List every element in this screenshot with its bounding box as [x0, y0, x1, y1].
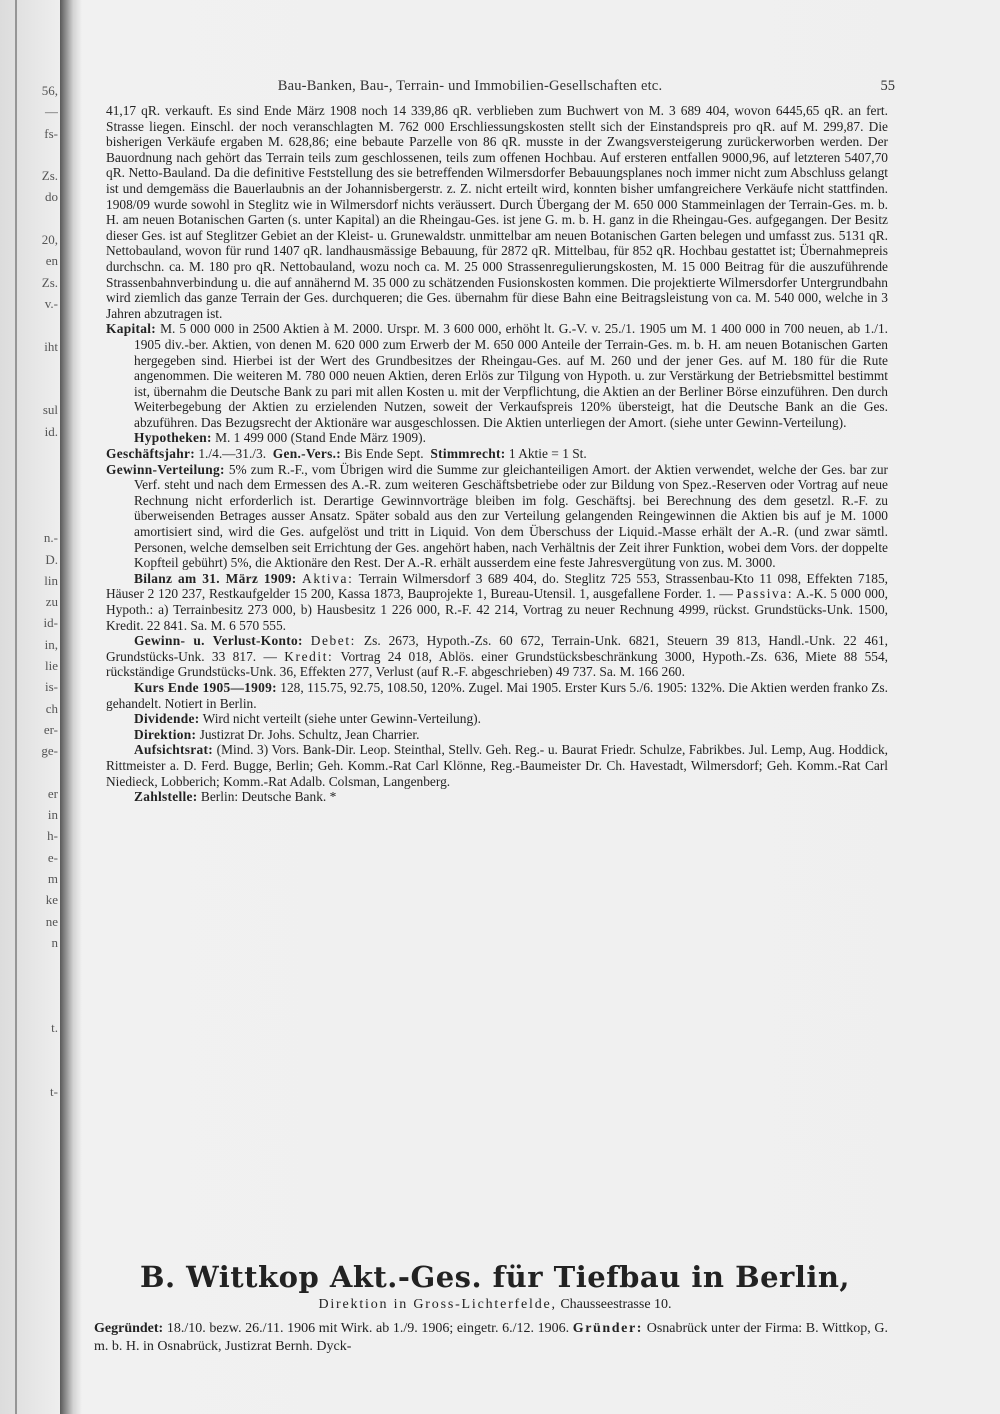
margin-fragment: iht — [44, 338, 58, 354]
direktion-paragraph — [106, 727, 888, 743]
company-address — [90, 1297, 900, 1313]
margin-fragment: h- — [47, 828, 58, 844]
kapital-text: M. 5 000 000 in 2500 Aktien à M. 2000. Urspr. M. 3 600 000, erhöht lt. G.-V. v. 25./1. 1905 um M. 1 400 000 in 700 neuen, ab 1./1. 1905 div.-ber. Aktien, von denen M. 620 000 zum Erwerb der M. 650 000 Anteile der Terrain-Ges. m. b. H. am neuen Botanischen Garten hergegeben sind. Hierbei ist der Wert des Grundbesitzes der Rheingau-Ges. auf M. 260 und der jener Ges. auf M. 180 für die Rute angenommen. Die weiteren M. 780 000 neuen Aktien, deren Erlös zur Tilgung von Hypoth. u. zur Verstärkung der Betriebsmittel bestimmt ist, übernahm die Deutsche Bank zu pari mit allen Kosten u. mit der Verpflichtung, die Aktien an der Berliner Börse einzuführen. Den durch Weiterbegebung der Aktien zu erzielenden Nutzen, soweit der Verkaufspreis 120% übersteigt, hat die Deutsche Bank an die Ges. abzuführen. Das Bezugsrecht der Aktionäre war ausgeschlossen. Die Aktien unterliegen der Amort. (siehe unter Gewinn-Verteilung). — [134, 321, 888, 430]
genvers-label: Gen.-Vers.: — [272, 446, 342, 462]
guv-paragraph — [106, 633, 888, 680]
margin-fragment — [0, 314, 58, 335]
margin-fragment: t. — [51, 1020, 58, 1036]
gruender-label: Gründer: — [572, 1321, 644, 1336]
margin-fragment: ch — [45, 700, 58, 716]
kapital-label: Kapital: — [106, 321, 157, 337]
guv-debet: Zs. 2673, Hypoth.-Zs. 60 672, Terrain-Unk. 6821, Steuern 39 813, Handl.-Unk. 22 461, Grundstücks-Unk. 33 817. — — [106, 633, 888, 664]
margin-fragment — [0, 485, 58, 506]
gewinn-paragraph — [106, 462, 888, 571]
margin-fragment — [0, 144, 58, 165]
margin-fragment: er- — [43, 721, 58, 737]
geschaeftsjahr-label: Geschäftsjahr: — [106, 446, 195, 462]
hypotheken-paragraph — [106, 430, 888, 446]
margin-fragment: ge- — [41, 743, 58, 759]
margin-fragment — [0, 1038, 58, 1059]
gewinn-label: Gewinn-Verteilung: — [106, 461, 225, 477]
zahlstelle-paragraph — [106, 789, 888, 805]
margin-fragment: id- — [43, 615, 58, 631]
margin-fragment — [0, 506, 58, 527]
dividende-text: Wird nicht verteilt (siehe unter Gewinn-Verteilung). — [202, 711, 481, 727]
margin-fragment: is- — [45, 679, 58, 695]
gegruendet-text: 18./10. bezw. 26./11. 1906 mit Wirk. ab 1./9. 1906; eingetr. 6./12. 1906. — [166, 1321, 570, 1336]
margin-fragment — [0, 378, 58, 399]
stimmrecht-label: Stimmrecht: — [430, 446, 506, 462]
zahlstelle-label: Zahlstelle: — [134, 789, 198, 805]
company-direktion: Direktion in Gross-Lichterfelde, — [318, 1297, 557, 1312]
genvers-text: Bis Ende Sept. — [344, 446, 424, 462]
hypotheken-label: Hypotheken: — [134, 430, 212, 446]
bilanz-label: Bilanz am 31. März 1909: — [134, 570, 297, 586]
hypotheken-text: M. 1 499 000 (Stand Ende März 1909). — [215, 430, 426, 446]
dividende-paragraph — [106, 711, 888, 727]
margin-fragment: t- — [50, 1083, 58, 1099]
stimmrecht-text: 1 Aktie = 1 St. — [508, 446, 587, 462]
margin-fragment — [0, 996, 58, 1017]
margin-fragment: in, — [44, 636, 58, 652]
margin-fragment — [0, 357, 58, 378]
margin-fragment — [0, 974, 58, 995]
margin-fragment: m — [47, 870, 58, 886]
gruender-text: Osnabrück unter der Firma: B. Wittkop, G. m. b. H. in Osnabrück, Justizrat Bernh. Dyck- — [94, 1321, 889, 1354]
dividende-label: Dividende: — [134, 711, 200, 727]
margin-fragment: id. — [44, 423, 58, 439]
founded-paragraph — [94, 1320, 888, 1356]
main-text — [106, 103, 888, 805]
geschaeftsjahr-paragraph — [106, 446, 888, 462]
previous-page-margin — [0, 80, 58, 1102]
margin-fragment: zu — [45, 594, 58, 610]
margin-fragment: — — [45, 104, 58, 120]
margin-fragment: sul — [42, 402, 58, 418]
gewinn-text: 5% zum R.-F., vom Übrigen wird die Summe zur gleichanteiligen Amort. der Aktien verwendet, welche der Ges. bar zur Verf. steht und nach dem Ermessen des A.-R. zum weiteren Geschäftsbetriebe oder zur Bildung von Spez.-Reserven oder Vortrag auf neue Rechnung nicht erforderlich ist. Derartige Gewinnvorträge bleiben im folg. Geschäftsj. bei Berechnung des dem gesetzl. R.-F. zu überweisenden Betrages ausser Ansatz. Später sobald aus den zur Verteilung gelangenden Reingewinnen die Aktien bis auf je M. 1000 amortisiert sind, wird die Ges. aufgelöst und tritt in Liquid. Von dem Überschuss der Liquid.-Masse erhält der A.-R. (und zwar sämtl. Personen, welche demselben seit Errichtung der Ges. angehört haben, nach Verhältnis der Zeit ihrer Funktion, wobei dem Vors. der doppelte Kopfteil gebührt) 5%, die Aktionäre den Rest. Der A.-R. erhält ausserdem eine feste Jahresvergütung von zus. M. 3000. — [134, 461, 888, 571]
bilanz-aktiva-label: Aktiva: — [302, 570, 354, 586]
bilanz-passiva: A.-K. 5 000 000, Hypoth.: a) Terrainbesitz 273 000, b) Hausbesitz 1 226 000, R.-F. 42 214, Vortrag zu neuer Rechnung 4999, rückst. Grundstücks-Unk. 1500, Kredit. 22 841. Sa. M. 6 570 555. — [106, 586, 889, 633]
guv-debet-label: Debet: — [310, 633, 356, 649]
binding-shadow — [60, 0, 82, 1414]
guv-kredit-label: Kredit: — [284, 648, 334, 664]
margin-fragment — [0, 463, 58, 484]
margin-fragment: Zs. — [41, 274, 58, 290]
margin-fragment — [0, 762, 58, 783]
page-number: 55 — [880, 78, 895, 94]
guv-kredit: Vortrag 24 018, Ablös. einer Grundstücksbeschränkung 3000, Hypoth.-Zs. 636, Miete 88 554, rückständige Grundstücks-Unk. 36, Effekten 277, Verlust (auf R.-F. abgeschrieben) 49 737. Sa. M. 166 260. — [106, 648, 889, 680]
geschaeftsjahr-text: 1./4.—31./3. — [198, 446, 267, 462]
margin-fragment: D. — [45, 551, 58, 567]
margin-fragment: in — [47, 807, 58, 823]
margin-fragment — [0, 208, 58, 229]
kapital-paragraph — [106, 321, 888, 430]
aufsichtsrat-paragraph — [106, 742, 888, 789]
margin-fragment — [0, 953, 58, 974]
kurs-label: Kurs Ende 1905—1909: — [134, 679, 277, 695]
margin-fragment: v.- — [44, 295, 58, 311]
gegruendet-label: Gegründet: — [94, 1321, 164, 1336]
bilanz-paragraph — [106, 571, 888, 633]
aufsichtsrat-text: (Mind. 3) Vors. Bank-Dir. Leop. Steinthal, Stellv. Geh. Reg.- u. Baurat Friedr. Schulze, Fabrikbes. Jul. Lemp, Aug. Hoddick, Rittmeister a. D. Ferd. Bugge, Berlin; Geh. Komm.-Rat Carl Klönne, Reg.-Baumeister Dr. Ch. Havestadt, Wilmersdorf; Geh. Komm.-Rat Carl Niedieck, Lobberich; Komm.-Rat Adalb. Colsman, Langenberg. — [106, 742, 888, 789]
margin-fragment: n — [51, 934, 58, 950]
margin-fragment: Zs. — [41, 168, 58, 184]
margin-fragment: fs- — [44, 125, 58, 141]
margin-fragment: ne — [45, 913, 58, 929]
running-header — [105, 78, 895, 100]
intro-paragraph: 41,17 qR. verkauft. Es sind Ende März 1908 noch 14 339,86 qR. verblieben zum Buchwert von M. 3 689 404, wovon 6445,65 qR. an fert. Strasse liegen. Einschl. der noch veranschlagten M. 762 000 Erschliessungskosten stellt sich der Einstandspreis pro qR. auf M. 299,87. Die bisherigen Verkäufe ergaben M. 628,86; eine bebaute Parzelle von 86 qR. musste in der Zwangsversteigerung zurückerworben werden. Der Bauordnung nach gehört das Terrain teils zum geschlossenen, teils zum offenen Hochbau. Auf ersteren entfallen 9000,96, auf letzteren 5407,70 qR. Netto-Bauland. Da die definitive Feststellung des sie betreffenden Wilmersdorfer Bebauungsplanes noch immer nicht zum Abschluss gelangt ist und demgemäss die Bauerlaubnis an der Johannisbergerstr. z. Z. nicht erteilt wird, konnten bisher umfangreichere Verkäufe nicht stattfinden. 1908/09 wurde sowohl in Steglitz wie in Wilmersdorf nichts veräussert. Durch Übergang der M. 650 000 Stammeinlagen der Terrain-Ges. m. b. H. am neuen Botanischen Garten (s. unter Kapital) an die Rheingau-Ges. ist jene G. m. b. H. ganz in die Rheingau-Ges. aufgegangen. Der Besitz dieser Ges. ist auf Steglitzer Gebiet an der Kleist- u. Grunewaldstr. unmittelbar am neuen Botanischen Garten belegen und umfasst zus. 5131 qR. Nettobauland, wovon für rund 1407 qR. landhausmässige Bebauung, für 2872 qR. Mittelbau, für 852 qR. Hochbau gestattet ist; Übernahmepreis durchschn. ca. M. 180 pro qR. Nettobauland, wozu noch ca. M. 25 000 Strassenregulierungskosten, M. 15 000 Beitrag für die auszuführende Strassenbahnverbindung u. die auf annähernd M. 35 000 zu schätzenden Fusionskosten kommen. Die projektierte Wilmersdorfer Untergrundbahn wird ziemlich das ganze Terrain der Ges. durchqueren; die Ges. übernahm für diese Bahn eine Beitragsleistung von ca. M. 540 000, welche in 3 Jahren abzutragen ist. — [106, 103, 888, 321]
margin-fragment: er — [47, 785, 58, 801]
margin-fragment: en — [45, 253, 58, 269]
margin-fragment: 56, — [41, 83, 58, 98]
margin-fragment: lie — [45, 658, 58, 674]
header-title: Bau-Banken, Bau-, Terrain- und Immobilien-Gesellschaften etc. — [277, 78, 663, 94]
bilanz-aktiva: Terrain Wilmersdorf 3 689 404, do. Steglitz 725 553, Strassenbau-Kto 11 098, Effekten 7185, Häuser 2 120 237, Restkaufgelder 15 200, Kassa 1873, Bauprojekte 1, Bureau-Utensil. 1, ausgefallene Forder. 1. — — [106, 570, 889, 602]
margin-fragment: ke — [45, 892, 58, 908]
kurs-paragraph — [106, 680, 888, 711]
zahlstelle-text: Berlin: Deutsche Bank. * — [200, 789, 337, 805]
bilanz-passiva-label: Passiva: — [736, 586, 794, 602]
direktion-text: Justizrat Dr. Johs. Schultz, Jean Charrier. — [199, 726, 420, 742]
aufsichtsrat-label: Aufsichtsrat: — [134, 742, 214, 758]
margin-fragment — [0, 442, 58, 463]
company-street: Chausseestrasse 10. — [560, 1297, 672, 1312]
margin-fragment: n.- — [43, 530, 58, 546]
company-heading: B. Wittkop Akt.-Ges. für Tiefbau in Berlin, — [139, 1260, 851, 1294]
margin-fragment: 20, — [41, 232, 58, 248]
margin-fragment — [0, 1060, 58, 1081]
direktion-label: Direktion: — [134, 726, 197, 742]
margin-fragment: e- — [47, 849, 58, 865]
guv-label: Gewinn- u. Verlust-Konto: — [134, 633, 303, 649]
kurs-text: 128, 115.75, 92.75, 108.50, 120%. Zugel. Mai 1905. Erster Kurs 5./6. 1905: 132%. Die Aktien werden franko Zs. gehandelt. Notiert in Berlin. — [106, 679, 888, 711]
margin-fragment: do — [45, 189, 58, 205]
margin-fragment: lin — [44, 572, 58, 588]
